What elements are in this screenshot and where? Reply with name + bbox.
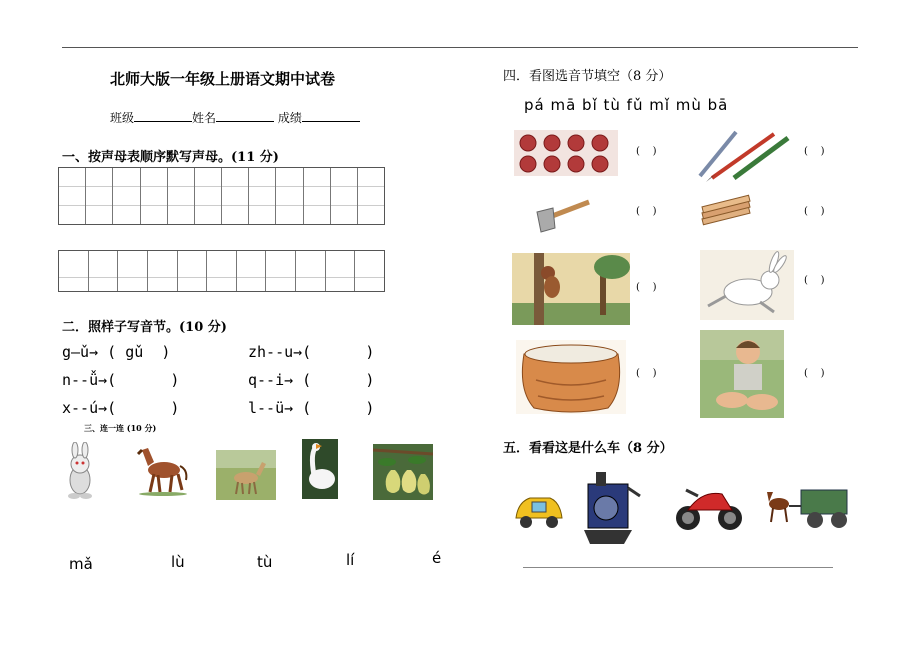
top-rule [62, 47, 858, 48]
motorcycle-image [672, 470, 746, 534]
pinyin-tu: tù [257, 553, 273, 571]
blank-5: ( ) [636, 282, 657, 293]
pears-image [373, 444, 433, 500]
grid-cell [355, 251, 384, 291]
class-label: 班级 [110, 111, 135, 125]
page-title: 北师大版一年级上册语文期中试卷 [110, 70, 336, 88]
section2-heading: 二．照样子写音节。(10 分) [62, 320, 227, 335]
syllable-left-3: x--ú→( ) [62, 399, 180, 417]
grid-cell [358, 168, 384, 224]
name-blank [216, 110, 274, 122]
monkey-climbing-image [512, 253, 630, 325]
child-sitting-image [700, 330, 784, 418]
student-info-line [110, 109, 360, 126]
grid-cell [168, 168, 195, 224]
grid-cell [141, 168, 168, 224]
blank-7: ( ) [636, 368, 657, 379]
horse-image [136, 444, 190, 496]
syllable-left-2: n--ǚ→( ) [62, 371, 180, 389]
syllable-right-2: q--i→ ( ) [248, 371, 375, 389]
syllable-right-3: l--ü→ ( ) [248, 399, 375, 417]
blank-3: ( ) [636, 206, 657, 217]
train-image [578, 468, 644, 548]
grid-cell [237, 251, 267, 291]
pinyin-ma: mǎ [69, 555, 93, 573]
blank-1: ( ) [636, 146, 657, 157]
wood-sticks-image [696, 193, 756, 231]
grid-cell [331, 168, 358, 224]
grid-cell [276, 168, 303, 224]
writing-grid-2 [58, 250, 385, 292]
pinyin-options: pá mā bǐ tù fǔ mǐ mù bā [524, 96, 729, 114]
class-blank [134, 110, 192, 122]
grid-cell [118, 251, 148, 291]
blank-8: ( ) [804, 368, 825, 379]
rabbit-running-image [700, 250, 794, 320]
name-label: 姓名 [192, 111, 217, 125]
syllable-right-1: zh--u→( ) [248, 343, 375, 361]
deer-image [216, 450, 276, 500]
blank-4: ( ) [804, 206, 825, 217]
grid-cell [59, 251, 89, 291]
blank-2: ( ) [804, 146, 825, 157]
grid-cell [304, 168, 331, 224]
pinyin-e: é [432, 549, 442, 567]
grid-cell [266, 251, 296, 291]
goose-image [302, 439, 338, 499]
rabbit-image [62, 442, 98, 500]
grid-cell [148, 251, 178, 291]
grid-cell [178, 251, 208, 291]
grid-cell [195, 168, 222, 224]
grid-cell [59, 168, 86, 224]
grid-cell [326, 251, 356, 291]
blank-6: ( ) [804, 275, 825, 286]
section5-heading: 五．看看这是什么车（8 分） [503, 441, 673, 456]
grid-cell [86, 168, 113, 224]
car-image [512, 488, 564, 534]
pinyin-lu: lù [171, 553, 185, 571]
writing-grid-1 [58, 167, 385, 225]
axe-image [533, 198, 593, 236]
syllable-left-1: g—ǔ→ ( gǔ ) [62, 343, 171, 361]
grid-cell [207, 251, 237, 291]
section3-heading: 三、连一连 (10 分) [84, 423, 157, 433]
grid-cell [222, 168, 249, 224]
pens-image [694, 128, 794, 182]
rice-cakes-image [514, 130, 618, 176]
pinyin-li: lí [346, 551, 355, 569]
section4-heading: 四．看图选音节填空（8 分） [503, 69, 672, 84]
section1-heading: 一、按声母表顺序默写声母。(11 分) [62, 150, 279, 165]
grid-cell [89, 251, 119, 291]
grid-cell [296, 251, 326, 291]
rice-sack-image [516, 340, 626, 414]
grid-cell [113, 168, 140, 224]
score-label: 成绩 [277, 111, 302, 125]
answer-line [523, 567, 833, 568]
grid-cell [249, 168, 276, 224]
score-blank [302, 110, 360, 122]
horse-cart-image [765, 484, 851, 530]
